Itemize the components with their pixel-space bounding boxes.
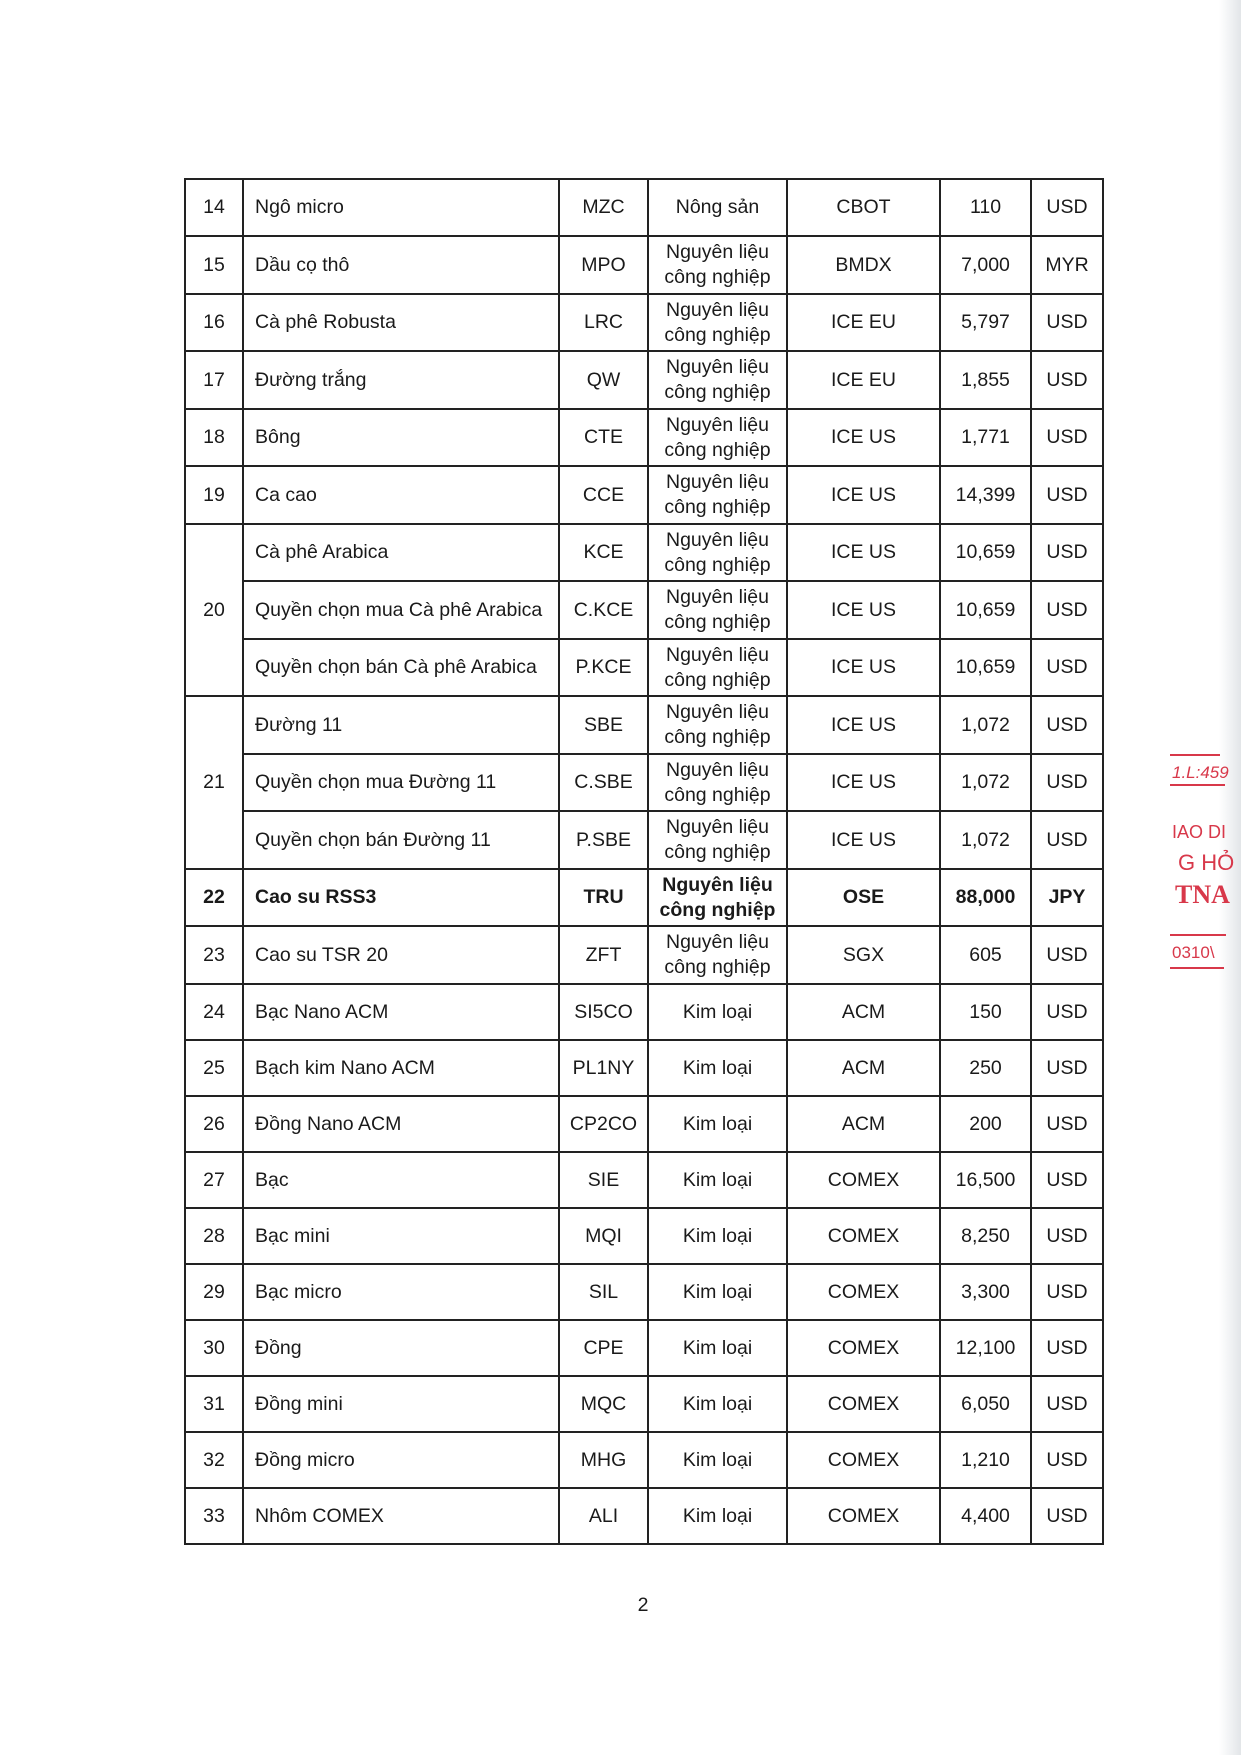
group-cell: Nguyên liệu công nghiệp bbox=[648, 869, 787, 926]
stamp-rule bbox=[1170, 784, 1225, 786]
exchange-cell: COMEX bbox=[787, 1208, 940, 1264]
commodity-name-cell: Đồng micro bbox=[243, 1432, 559, 1488]
currency-cell: USD bbox=[1031, 294, 1103, 351]
row-number-cell: 29 bbox=[185, 1264, 243, 1320]
exchange-cell: ICE EU bbox=[787, 351, 940, 409]
exchange-cell: ICE US bbox=[787, 639, 940, 696]
code-cell: ZFT bbox=[559, 926, 648, 984]
commodity-name-cell: Bạc mini bbox=[243, 1208, 559, 1264]
table-row bbox=[185, 409, 1103, 466]
group-cell: Nguyên liệu công nghiệp bbox=[648, 754, 787, 811]
code-cell: SIE bbox=[559, 1152, 648, 1208]
group-cell: Nguyên liệu công nghiệp bbox=[648, 524, 787, 581]
row-number-cell: 21 bbox=[185, 696, 243, 869]
value-cell: 3,300 bbox=[940, 1264, 1031, 1320]
table-row bbox=[185, 1264, 1103, 1320]
code-cell: CP2CO bbox=[559, 1096, 648, 1152]
value-cell: 4,400 bbox=[940, 1488, 1031, 1544]
group-cell: Nguyên liệu công nghiệp bbox=[648, 581, 787, 639]
commodity-table bbox=[184, 178, 1104, 1545]
exchange-cell: CBOT bbox=[787, 179, 940, 236]
group-cell: Nguyên liệu công nghiệp bbox=[648, 409, 787, 466]
row-number-cell: 31 bbox=[185, 1376, 243, 1432]
table-row bbox=[185, 1488, 1103, 1544]
table-row bbox=[185, 811, 1103, 869]
commodity-name-cell: Cà phê Arabica bbox=[243, 524, 559, 581]
code-cell: C.SBE bbox=[559, 754, 648, 811]
value-cell: 1,072 bbox=[940, 754, 1031, 811]
currency-cell: USD bbox=[1031, 524, 1103, 581]
row-number-cell: 22 bbox=[185, 869, 243, 926]
row-number-cell: 15 bbox=[185, 236, 243, 294]
code-cell: P.KCE bbox=[559, 639, 648, 696]
currency-cell: USD bbox=[1031, 1040, 1103, 1096]
exchange-cell: COMEX bbox=[787, 1432, 940, 1488]
currency-cell: USD bbox=[1031, 409, 1103, 466]
currency-cell: USD bbox=[1031, 581, 1103, 639]
currency-cell: USD bbox=[1031, 754, 1103, 811]
value-cell: 7,000 bbox=[940, 236, 1031, 294]
value-cell: 1,072 bbox=[940, 811, 1031, 869]
code-cell: MPO bbox=[559, 236, 648, 294]
row-number-cell: 19 bbox=[185, 466, 243, 524]
code-cell: ALI bbox=[559, 1488, 648, 1544]
code-cell: KCE bbox=[559, 524, 648, 581]
row-number-cell: 32 bbox=[185, 1432, 243, 1488]
currency-cell: USD bbox=[1031, 811, 1103, 869]
code-cell: PL1NY bbox=[559, 1040, 648, 1096]
commodity-name-cell: Nhôm COMEX bbox=[243, 1488, 559, 1544]
value-cell: 200 bbox=[940, 1096, 1031, 1152]
exchange-cell: ICE US bbox=[787, 466, 940, 524]
currency-cell: USD bbox=[1031, 1152, 1103, 1208]
table-row bbox=[185, 696, 1103, 754]
group-cell: Kim loại bbox=[648, 1152, 787, 1208]
red-stamp-fragment bbox=[1170, 750, 1241, 980]
group-cell: Nông sản bbox=[648, 179, 787, 236]
value-cell: 6,050 bbox=[940, 1376, 1031, 1432]
exchange-cell: ACM bbox=[787, 1040, 940, 1096]
row-number-cell: 23 bbox=[185, 926, 243, 984]
group-cell: Nguyên liệu công nghiệp bbox=[648, 811, 787, 869]
commodity-name-cell: Quyền chọn bán Đường 11 bbox=[243, 811, 559, 869]
currency-cell: USD bbox=[1031, 984, 1103, 1040]
code-cell: MZC bbox=[559, 179, 648, 236]
group-cell: Kim loại bbox=[648, 1320, 787, 1376]
currency-cell: JPY bbox=[1031, 869, 1103, 926]
stamp-rule bbox=[1170, 934, 1226, 936]
code-cell: CCE bbox=[559, 466, 648, 524]
stamp-text-line-2: IAO DI bbox=[1172, 822, 1227, 842]
code-cell: P.SBE bbox=[559, 811, 648, 869]
commodity-name-cell: Đồng Nano ACM bbox=[243, 1096, 559, 1152]
commodity-name-cell: Cà phê Robusta bbox=[243, 294, 559, 351]
exchange-cell: COMEX bbox=[787, 1152, 940, 1208]
table-row bbox=[185, 1376, 1103, 1432]
value-cell: 110 bbox=[940, 179, 1031, 236]
commodity-name-cell: Dầu cọ thô bbox=[243, 236, 559, 294]
exchange-cell: ICE US bbox=[787, 524, 940, 581]
commodity-name-cell: Bạch kim Nano ACM bbox=[243, 1040, 559, 1096]
table-row bbox=[185, 1152, 1103, 1208]
row-number-cell: 33 bbox=[185, 1488, 243, 1544]
stamp-rule bbox=[1170, 754, 1220, 756]
row-number-cell: 26 bbox=[185, 1096, 243, 1152]
exchange-cell: COMEX bbox=[787, 1320, 940, 1376]
code-cell: CTE bbox=[559, 409, 648, 466]
row-number-cell: 25 bbox=[185, 1040, 243, 1096]
currency-cell: USD bbox=[1031, 1376, 1103, 1432]
group-cell: Kim loại bbox=[648, 1096, 787, 1152]
table-row bbox=[185, 639, 1103, 696]
code-cell: SBE bbox=[559, 696, 648, 754]
row-number-cell: 30 bbox=[185, 1320, 243, 1376]
exchange-cell: ICE US bbox=[787, 409, 940, 466]
exchange-cell: ACM bbox=[787, 1096, 940, 1152]
code-cell: TRU bbox=[559, 869, 648, 926]
commodity-name-cell: Bông bbox=[243, 409, 559, 466]
table-row bbox=[185, 869, 1103, 926]
commodity-name-cell: Bạc Nano ACM bbox=[243, 984, 559, 1040]
exchange-cell: ICE US bbox=[787, 754, 940, 811]
group-cell: Kim loại bbox=[648, 984, 787, 1040]
code-cell: MHG bbox=[559, 1432, 648, 1488]
commodity-name-cell: Quyền chọn mua Cà phê Arabica bbox=[243, 581, 559, 639]
value-cell: 88,000 bbox=[940, 869, 1031, 926]
row-number-cell: 14 bbox=[185, 179, 243, 236]
commodity-name-cell: Đường trắng bbox=[243, 351, 559, 409]
commodity-name-cell: Đồng bbox=[243, 1320, 559, 1376]
value-cell: 10,659 bbox=[940, 639, 1031, 696]
value-cell: 14,399 bbox=[940, 466, 1031, 524]
group-cell: Nguyên liệu công nghiệp bbox=[648, 466, 787, 524]
value-cell: 150 bbox=[940, 984, 1031, 1040]
group-cell: Kim loại bbox=[648, 1208, 787, 1264]
group-cell: Kim loại bbox=[648, 1264, 787, 1320]
stamp-text-line-1: 1.L:459 bbox=[1172, 763, 1229, 782]
code-cell: MQI bbox=[559, 1208, 648, 1264]
commodity-name-cell: Đồng mini bbox=[243, 1376, 559, 1432]
value-cell: 1,855 bbox=[940, 351, 1031, 409]
exchange-cell: COMEX bbox=[787, 1488, 940, 1544]
group-cell: Nguyên liệu công nghiệp bbox=[648, 639, 787, 696]
value-cell: 1,072 bbox=[940, 696, 1031, 754]
currency-cell: USD bbox=[1031, 351, 1103, 409]
value-cell: 605 bbox=[940, 926, 1031, 984]
value-cell: 16,500 bbox=[940, 1152, 1031, 1208]
code-cell: MQC bbox=[559, 1376, 648, 1432]
currency-cell: USD bbox=[1031, 1320, 1103, 1376]
group-cell: Nguyên liệu công nghiệp bbox=[648, 696, 787, 754]
currency-cell: USD bbox=[1031, 1432, 1103, 1488]
exchange-cell: COMEX bbox=[787, 1376, 940, 1432]
table-row bbox=[185, 351, 1103, 409]
currency-cell: USD bbox=[1031, 639, 1103, 696]
table-row bbox=[185, 1432, 1103, 1488]
value-cell: 10,659 bbox=[940, 524, 1031, 581]
code-cell: SIL bbox=[559, 1264, 648, 1320]
commodity-name-cell: Bạc bbox=[243, 1152, 559, 1208]
commodity-name-cell: Quyền chọn mua Đường 11 bbox=[243, 754, 559, 811]
value-cell: 1,210 bbox=[940, 1432, 1031, 1488]
code-cell: C.KCE bbox=[559, 581, 648, 639]
table-row bbox=[185, 524, 1103, 581]
table-row bbox=[185, 581, 1103, 639]
stamp-text-line-4: TNA bbox=[1175, 880, 1230, 909]
commodity-name-cell: Cao su TSR 20 bbox=[243, 926, 559, 984]
group-cell: Kim loại bbox=[648, 1040, 787, 1096]
code-cell: CPE bbox=[559, 1320, 648, 1376]
value-cell: 5,797 bbox=[940, 294, 1031, 351]
exchange-cell: SGX bbox=[787, 926, 940, 984]
table-row bbox=[185, 754, 1103, 811]
group-cell: Kim loại bbox=[648, 1376, 787, 1432]
commodity-name-cell: Ngô micro bbox=[243, 179, 559, 236]
value-cell: 10,659 bbox=[940, 581, 1031, 639]
exchange-cell: ICE US bbox=[787, 581, 940, 639]
table-row bbox=[185, 1096, 1103, 1152]
table-row bbox=[185, 179, 1103, 236]
group-cell: Nguyên liệu công nghiệp bbox=[648, 294, 787, 351]
currency-cell: MYR bbox=[1031, 236, 1103, 294]
row-number-cell: 17 bbox=[185, 351, 243, 409]
commodity-name-cell: Bạc micro bbox=[243, 1264, 559, 1320]
currency-cell: USD bbox=[1031, 926, 1103, 984]
currency-cell: USD bbox=[1031, 1488, 1103, 1544]
exchange-cell: COMEX bbox=[787, 1264, 940, 1320]
exchange-cell: OSE bbox=[787, 869, 940, 926]
exchange-cell: ICE US bbox=[787, 811, 940, 869]
commodity-name-cell: Quyền chọn bán Cà phê Arabica bbox=[243, 639, 559, 696]
row-number-cell: 18 bbox=[185, 409, 243, 466]
exchange-cell: ACM bbox=[787, 984, 940, 1040]
group-cell: Kim loại bbox=[648, 1488, 787, 1544]
table-row bbox=[185, 236, 1103, 294]
code-cell: LRC bbox=[559, 294, 648, 351]
value-cell: 8,250 bbox=[940, 1208, 1031, 1264]
currency-cell: USD bbox=[1031, 466, 1103, 524]
currency-cell: USD bbox=[1031, 1208, 1103, 1264]
row-number-cell: 24 bbox=[185, 984, 243, 1040]
currency-cell: USD bbox=[1031, 1096, 1103, 1152]
row-number-cell: 28 bbox=[185, 1208, 243, 1264]
table-row bbox=[185, 1040, 1103, 1096]
value-cell: 250 bbox=[940, 1040, 1031, 1096]
row-number-cell: 27 bbox=[185, 1152, 243, 1208]
page-number: 2 bbox=[637, 1594, 649, 1616]
code-cell: QW bbox=[559, 351, 648, 409]
group-cell: Nguyên liệu công nghiệp bbox=[648, 351, 787, 409]
table-row bbox=[185, 984, 1103, 1040]
table-row bbox=[185, 926, 1103, 984]
exchange-cell: ICE EU bbox=[787, 294, 940, 351]
commodity-name-cell: Cao su RSS3 bbox=[243, 869, 559, 926]
code-cell: SI5CO bbox=[559, 984, 648, 1040]
exchange-cell: ICE US bbox=[787, 696, 940, 754]
currency-cell: USD bbox=[1031, 179, 1103, 236]
commodity-name-cell: Đường 11 bbox=[243, 696, 559, 754]
group-cell: Nguyên liệu công nghiệp bbox=[648, 926, 787, 984]
currency-cell: USD bbox=[1031, 1264, 1103, 1320]
table-row bbox=[185, 1320, 1103, 1376]
table-row bbox=[185, 294, 1103, 351]
table-row bbox=[185, 1208, 1103, 1264]
value-cell: 12,100 bbox=[940, 1320, 1031, 1376]
row-number-cell: 20 bbox=[185, 524, 243, 696]
value-cell: 1,771 bbox=[940, 409, 1031, 466]
table-body bbox=[185, 179, 1103, 1544]
stamp-text-line-3: G HỎ bbox=[1178, 850, 1235, 875]
table-row bbox=[185, 466, 1103, 524]
row-number-cell: 16 bbox=[185, 294, 243, 351]
exchange-cell: BMDX bbox=[787, 236, 940, 294]
group-cell: Kim loại bbox=[648, 1432, 787, 1488]
group-cell: Nguyên liệu công nghiệp bbox=[648, 236, 787, 294]
stamp-rule bbox=[1170, 967, 1224, 969]
commodity-name-cell: Ca cao bbox=[243, 466, 559, 524]
currency-cell: USD bbox=[1031, 696, 1103, 754]
stamp-text-line-5: 0310\ bbox=[1172, 943, 1215, 962]
